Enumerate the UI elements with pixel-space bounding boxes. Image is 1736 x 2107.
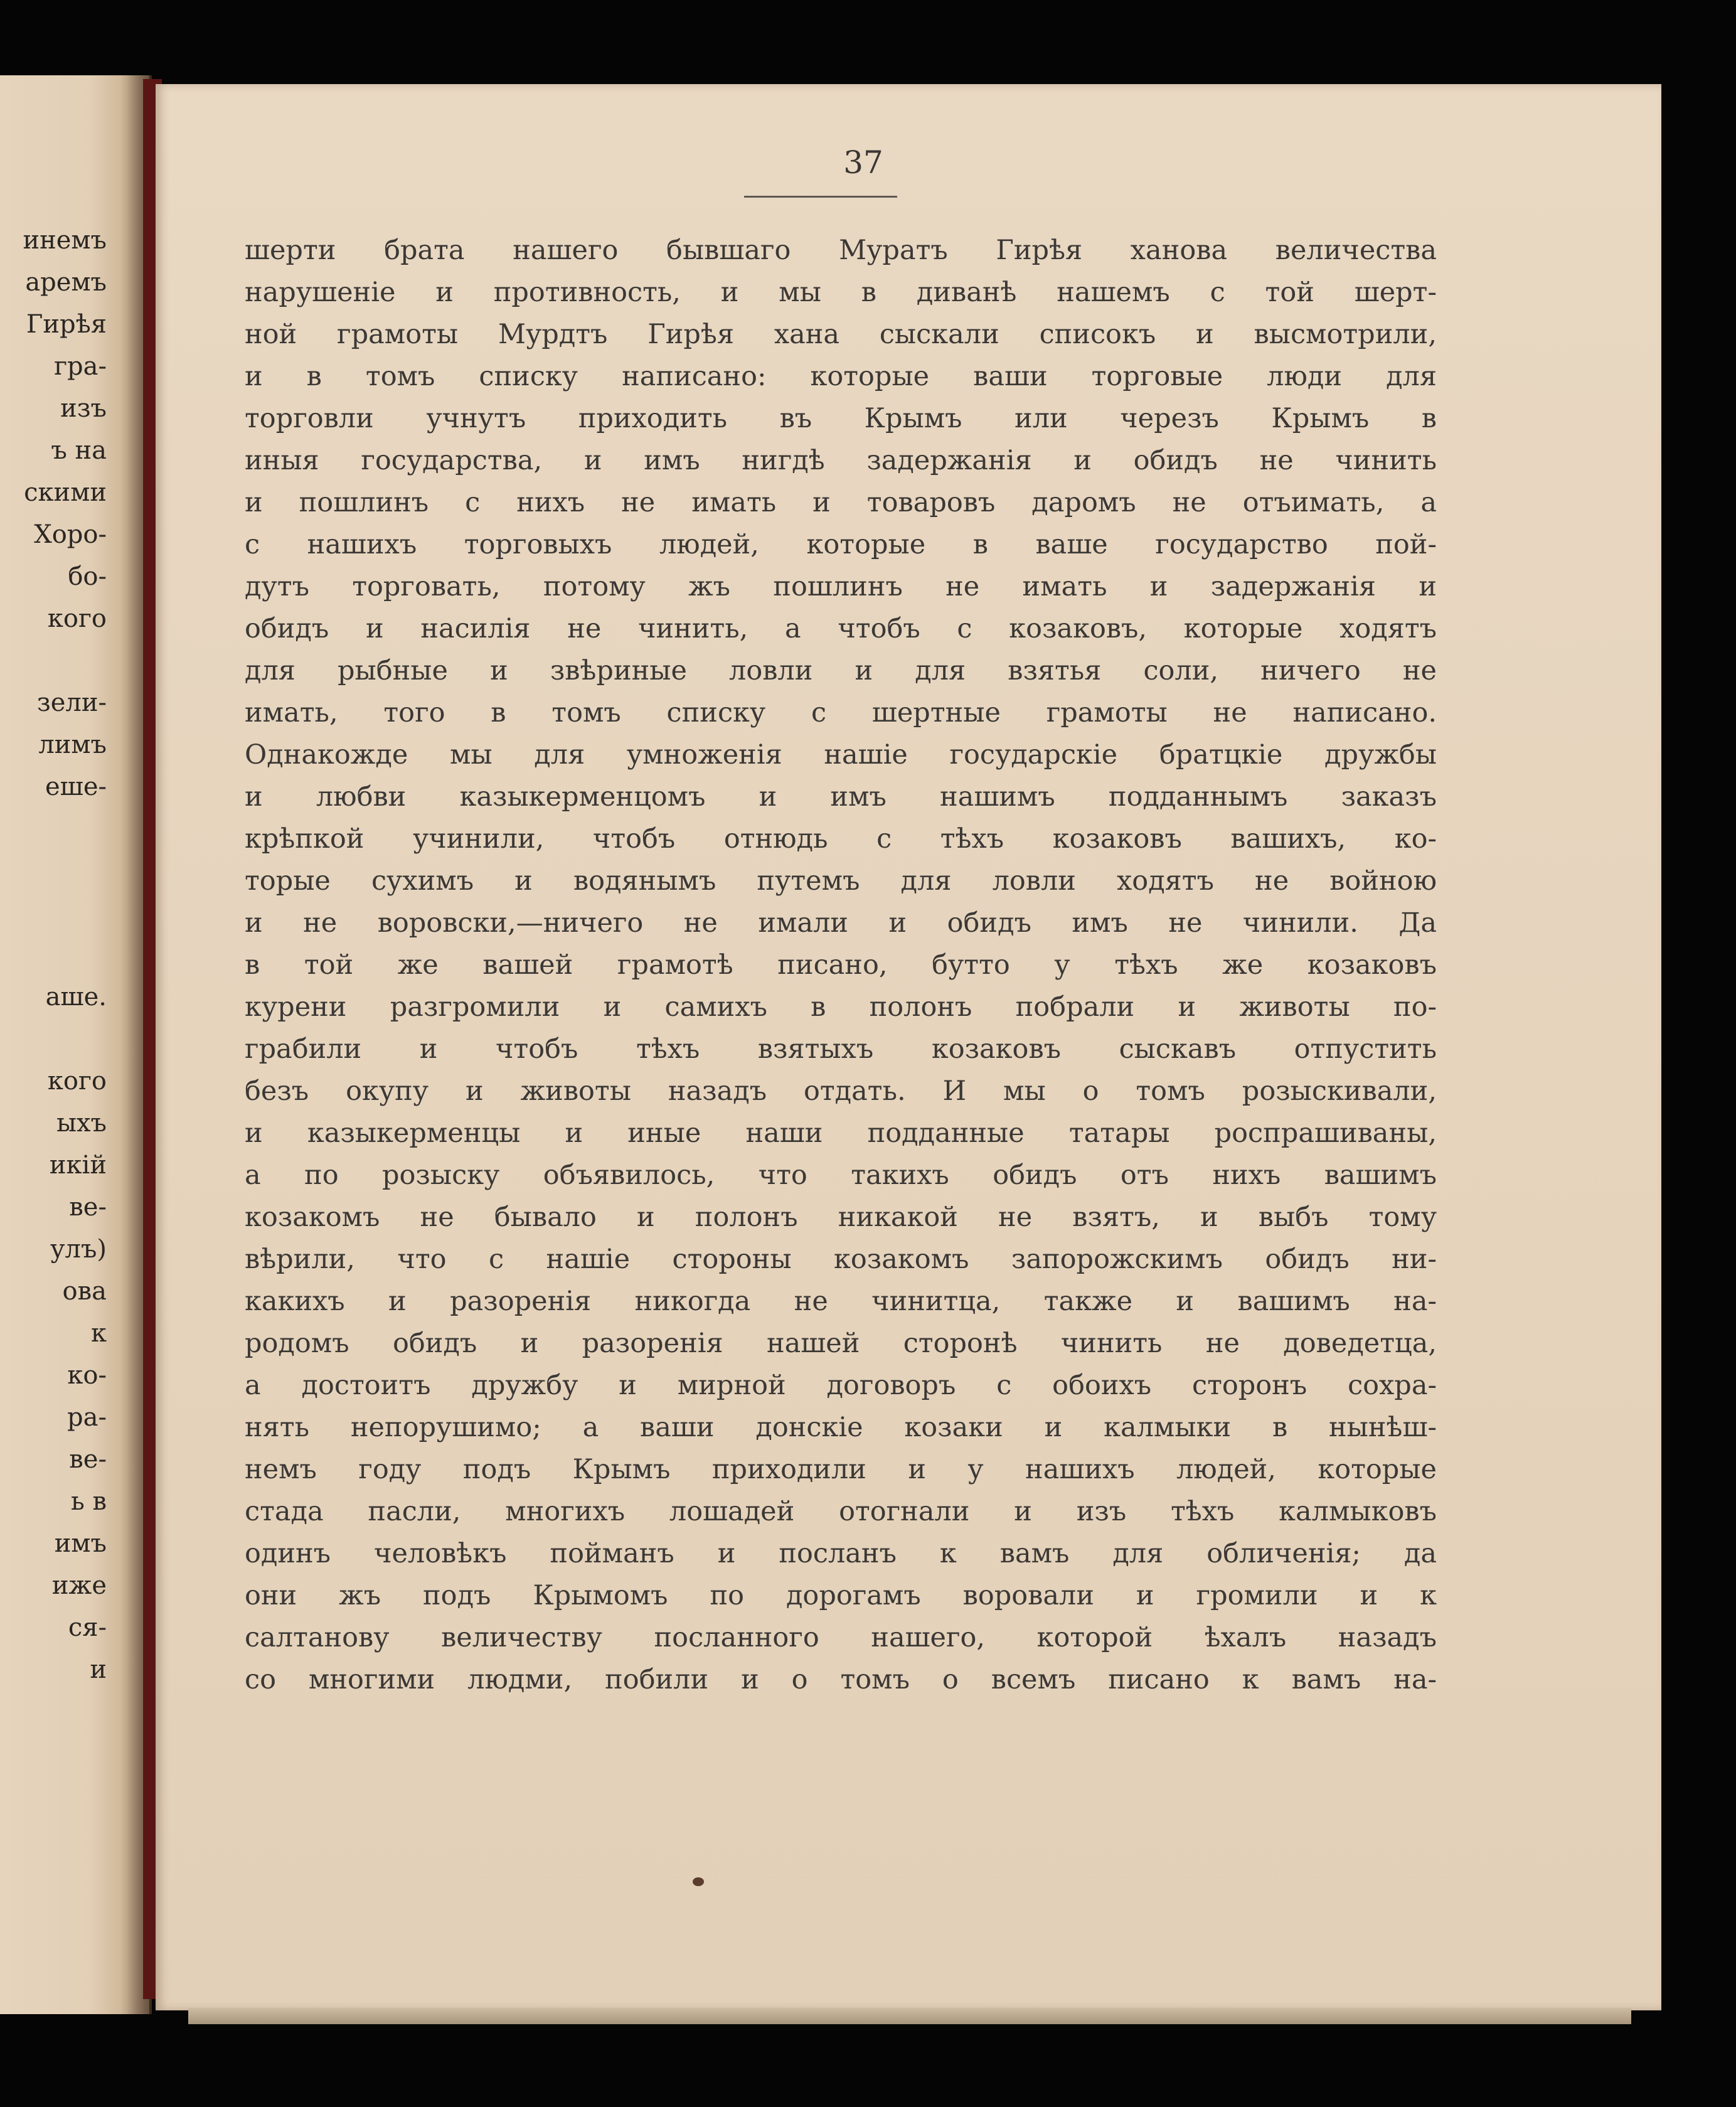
previous-page-line: ра-	[67, 1403, 107, 1432]
previous-page-line: Гирѣя	[26, 310, 107, 339]
text-line: курени разгромили и самихъ в полонъ побрали и животы по-	[245, 991, 1437, 1023]
previous-page-line: инемъ	[23, 226, 107, 255]
text-line: нарушеніе и противность, и мы в диванѣ нашемъ с той шерт-	[245, 277, 1437, 308]
current-page	[156, 84, 1661, 2010]
text-line: обидъ и насилія не чинить, а чтобъ с козаковъ, которые ходятъ	[245, 613, 1437, 644]
previous-page-line: ыхъ	[56, 1109, 107, 1138]
text-line: нять непорушимо; а ваши донскіе козаки и калмыки в нынѣш-	[245, 1412, 1437, 1443]
previous-page-line: Хоро-	[34, 520, 107, 549]
page-number: 37	[843, 144, 883, 181]
text-line: одинъ человѣкъ пойманъ и посланъ к вамъ для обличенія; да	[245, 1538, 1437, 1569]
text-line: вѣрили, что с нашіе стороны козакомъ запорожскимъ обидъ ни-	[245, 1244, 1437, 1275]
page-body-text	[245, 230, 1437, 1701]
previous-page-line: иже	[51, 1571, 107, 1600]
previous-page-line: кого	[47, 604, 107, 633]
text-line: Однакожде мы для умноженія нашіе государскіе братцкіе дружбы	[245, 739, 1437, 771]
previous-page-line: к	[91, 1319, 107, 1348]
text-line: родомъ обидъ и разоренія нашей сторонѣ чинить не доведетца,	[245, 1328, 1437, 1359]
text-line: в той же вашей грамотѣ писано, бутто у тѣхъ же козаковъ	[245, 949, 1437, 981]
previous-page-line: ве-	[69, 1193, 107, 1222]
text-line: стада пасли, многихъ лошадей отогнали и изъ тѣхъ калмыковъ	[245, 1496, 1437, 1527]
previous-page-line: ве-	[69, 1445, 107, 1474]
text-line: дутъ торговать, потому жъ пошлинъ не имать и задержанія и	[245, 571, 1437, 602]
previous-page-text	[0, 220, 107, 1691]
text-line: для рыбные и звѣриные ловли и для взятья соли, ничего не	[245, 655, 1437, 686]
previous-page-line: изъ	[60, 394, 107, 423]
previous-page-line: и	[90, 1655, 107, 1684]
text-line: с нашихъ торговыхъ людей, которые в ваше государство пой-	[245, 529, 1437, 560]
text-line: и в томъ списку написано: которые ваши торговые люди для	[245, 361, 1437, 392]
previous-page-line: аремъ	[25, 268, 107, 297]
text-line: шерти брата нашего бывшаго Муратъ Гирѣя ханова величества	[245, 235, 1437, 266]
previous-page-line	[0, 808, 107, 850]
text-line: торговли учнутъ приходить въ Крымъ или черезъ Крымъ в	[245, 403, 1437, 434]
previous-page-line: кого	[47, 1067, 107, 1096]
text-line: а достоитъ дружбу и мирной договоръ с обоихъ сторонъ сохра-	[245, 1370, 1437, 1401]
text-line: салтанову величеству посланного нашего, которой ѣхалъ назадъ	[245, 1622, 1437, 1653]
text-line: козакомъ не бывало и полонъ никакой не взятъ, и выбъ тому	[245, 1202, 1437, 1233]
text-line: безъ окупу и животы назадъ отдать. И мы о томъ розыскивали,	[245, 1075, 1437, 1107]
previous-page-line: еше-	[45, 772, 107, 801]
previous-page-line	[0, 934, 107, 976]
previous-page-line: ъ на	[51, 436, 107, 465]
text-line: имать, того в томъ списку с шертные грамоты не написано.	[245, 697, 1437, 728]
previous-page-line: ко-	[67, 1361, 107, 1390]
text-line: немъ году подъ Крымъ приходили и у нашихъ людей, которые	[245, 1454, 1437, 1485]
previous-page-line: аше.	[45, 983, 107, 1011]
previous-page-line: улъ)	[50, 1235, 107, 1264]
previous-page-line	[0, 1018, 107, 1060]
text-line: какихъ и разоренія никогда не чинитца, также и вашимъ на-	[245, 1286, 1437, 1317]
previous-page-line: икій	[49, 1151, 107, 1180]
previous-page-line: ова	[62, 1277, 107, 1306]
previous-page-line: ь в	[70, 1487, 107, 1516]
previous-page-line: имъ	[54, 1529, 107, 1558]
text-line: иныя государства, и имъ нигдѣ задержанія и обидъ не чинить	[245, 445, 1437, 476]
previous-page-line: зели-	[36, 688, 107, 717]
page-bottom-edge	[188, 2008, 1631, 2024]
text-line: а по розыску объявилось, что такихъ обидъ отъ нихъ вашимъ	[245, 1160, 1437, 1191]
text-line: и любви казыкерменцомъ и имъ нашимъ подданнымъ заказъ	[245, 781, 1437, 813]
previous-page-line: ся-	[68, 1613, 107, 1642]
previous-page-line: скими	[24, 478, 107, 507]
previous-page-line: лимъ	[38, 730, 107, 759]
previous-page	[0, 75, 152, 2014]
previous-page-line	[0, 640, 107, 682]
ink-spot	[693, 1877, 704, 1886]
text-line: ной грамоты Мурдтъ Гирѣя хана сыскали списокъ и высмотрили,	[245, 319, 1437, 350]
text-line: и не воровски,—ничего не имали и обидъ имъ не чинили. Да	[245, 907, 1437, 939]
text-line: грабили и чтобъ тѣхъ взятыхъ козаковъ сыскавъ отпустить	[245, 1033, 1437, 1065]
text-line: торые сухимъ и водянымъ путемъ для ловли ходятъ не войною	[245, 865, 1437, 897]
text-line: крѣпкой учинили, чтобъ отнюдь с тѣхъ козаковъ вашихъ, ко-	[245, 823, 1437, 855]
previous-page-line: гра-	[54, 352, 107, 381]
page-number-rule	[744, 196, 897, 198]
text-line: и казыкерменцы и иные наши подданные татары роспрашиваны,	[245, 1118, 1437, 1149]
previous-page-line: бо-	[68, 562, 107, 591]
previous-page-line	[0, 850, 107, 892]
previous-page-line	[0, 892, 107, 934]
text-line: со многими людми, побили и о томъ о всемъ писано к вамъ на-	[245, 1664, 1437, 1695]
text-line: они жъ подъ Крымомъ по дорогамъ воровали и громили и к	[245, 1580, 1437, 1611]
text-line: и пошлинъ с нихъ не имать и товаровъ даромъ не отъимать, а	[245, 487, 1437, 518]
